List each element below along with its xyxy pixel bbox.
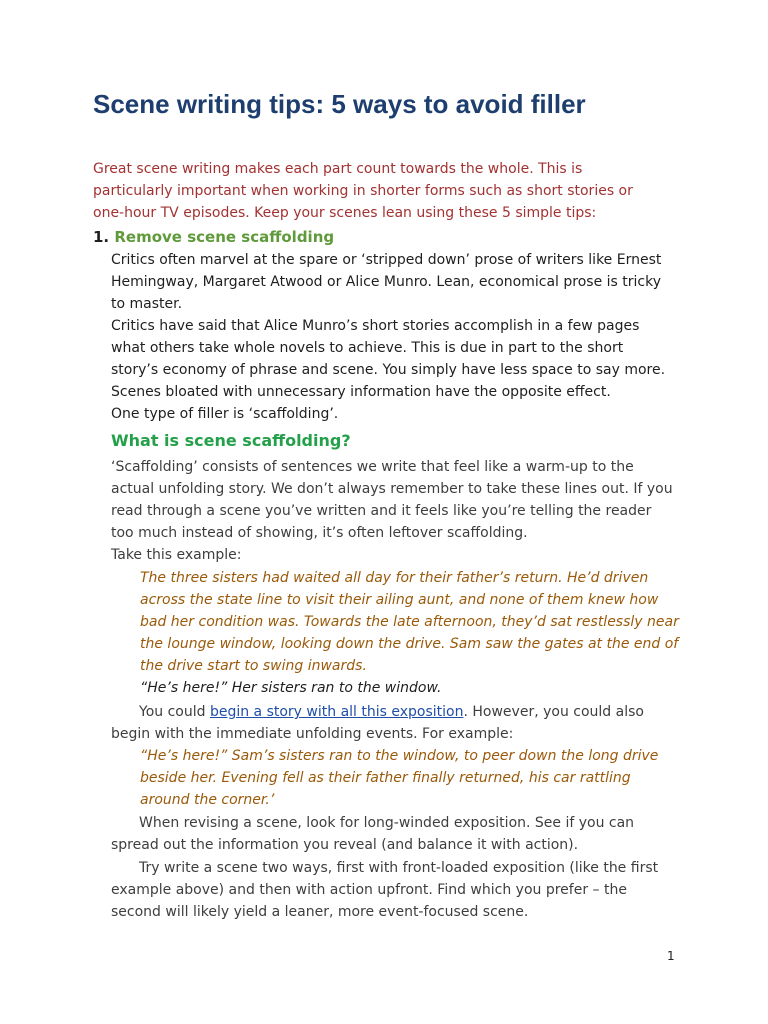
section-number: 1. [93, 228, 110, 246]
link-paragraph-before: You could [139, 704, 210, 720]
try-text: Try write a scene two ways, first with front-loaded exposition (like the first example above) and then with action upfront. Find which you prefer – the second will likely yield a leaner, more event-focused scene. [111, 860, 659, 920]
subheading-scaffolding: What is scene scaffolding? [111, 431, 351, 450]
body-paragraph: Critics have said that Alice Munro’s short stories accomplish in a few pages what others take whole novels to achieve. This is due in part to the short story’s economy of phrase and scene. You simply have less space to say more. [111, 318, 666, 378]
link-paragraph [111, 701, 681, 745]
body-paragraph: Scenes bloated with unnecessary information have the opposite effect. [111, 384, 611, 400]
body-paragraph: ‘Scaffolding’ consists of sentences we write that feel like a warm-up to the actual unfolding story. We don’t always remember to take these lines out. If you read through a scene you’ve written and it feels like you’re telling the reader too much instead of showing, it’s often leftover scaffolding. [111, 459, 673, 541]
try-paragraph [111, 857, 681, 923]
revising-text: When revising a scene, look for long-winded exposition. See if you can spread out the information you reveal (and balance it with action). [111, 815, 635, 853]
page-number: 1 [667, 949, 675, 963]
example-quote-2: “He’s here!” Sam’s sisters ran to the window, to peer down the long drive beside her. Evening fell as their father finally returned, his car rattling around the corner.’ [140, 748, 659, 808]
revising-paragraph [111, 812, 681, 856]
intro-paragraph: Great scene writing makes each part count towards the whole. This is particularly important when working in shorter forms such as short stories or one-hour TV episodes. Keep your scenes lean using these 5 simple tips: [93, 161, 633, 221]
example-dialogue: “He’s here!” Her sisters ran to the window. [140, 680, 442, 696]
scaffolding-body [111, 456, 677, 566]
example-text: The three sisters had waited all day for their father’s return. He’d driven across the state line to visit their ailing aunt, and none of them knew how bad her condition was. Towards the late afternoon, they’d sat restlessly near the lounge window, looking down the drive. Sam saw the gates at the end of the drive start to swing inwards. [140, 570, 679, 674]
link-paragraph-after: . However, you could also begin with the immediate unfolding events. For example: [111, 704, 644, 742]
example-quote-1 [140, 567, 680, 699]
section-label: Remove scene scaffolding [114, 228, 335, 246]
page-title: Scene writing tips: 5 ways to avoid filler [93, 89, 586, 119]
body-paragraph: One type of filler is ‘scaffolding’. [111, 406, 339, 422]
section-heading-1 [93, 226, 334, 248]
section-1-body [111, 249, 671, 425]
exposition-link[interactable]: begin a story with all this exposition [209, 704, 464, 720]
body-paragraph: Take this example: [111, 547, 242, 563]
body-paragraph: Critics often marvel at the spare or ‘stripped down’ prose of writers like Ernest Hemingway, Margaret Atwood or Alice Munro. Lean, economical prose is tricky to master. [111, 252, 662, 312]
